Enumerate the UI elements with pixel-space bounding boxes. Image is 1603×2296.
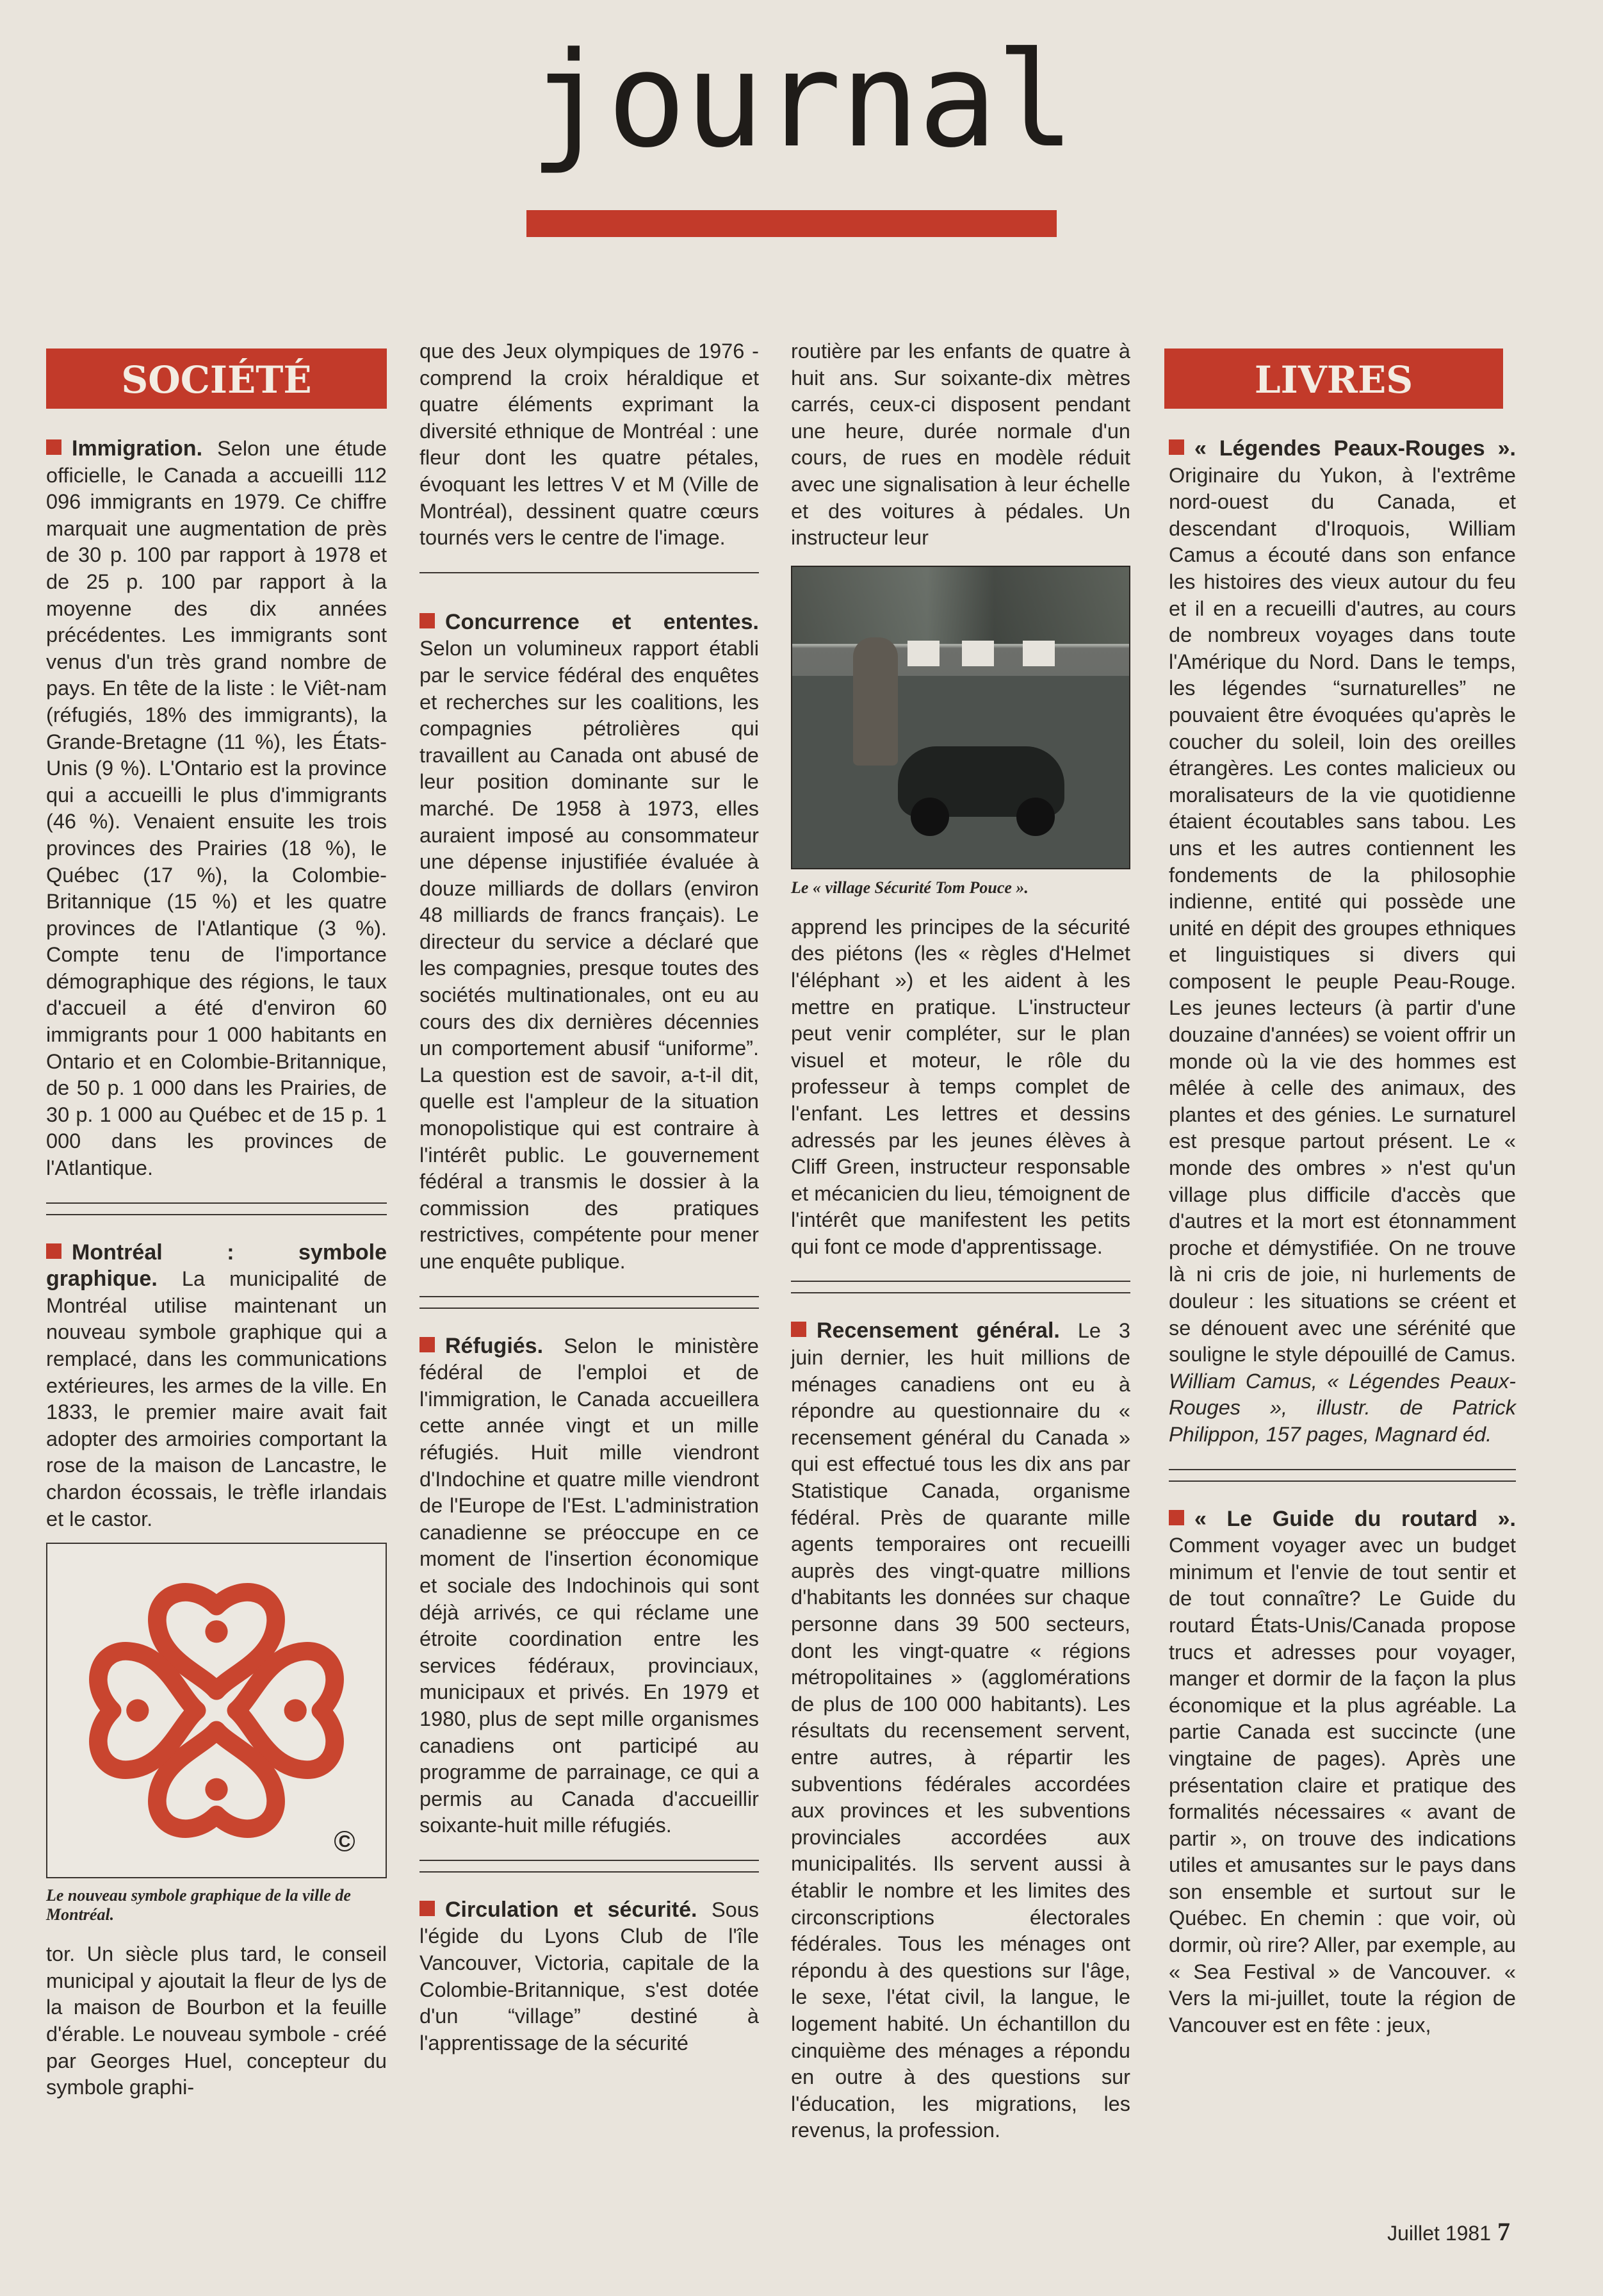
article-guide — [1169, 1506, 1516, 2039]
article-lead: « Le Guide du routard ». — [1194, 1506, 1516, 1531]
red-square-bullet-icon — [419, 1337, 435, 1352]
masthead-title: journal — [529, 24, 1074, 177]
red-square-bullet-icon — [419, 1901, 435, 1916]
article-body: Selon une étude officielle, le Canada a accueilli 112 096 immigrants en 1979. Ce chiffre marquait une augmentation de près de 30 p. 100 par rapport à 1978 et de 25 p. 100 par rapport à la moyenne des dix années précédentes. Les immigrants sont venus d'un très grand nombre de pays. En tête de la liste : le Viêt-nam (réfugiés, 18% des immigrants), la Grande-Bretagne (11 %), les États-Unis (9 %). L'Ontario est la province qui a accueilli le plus d'immigrants (46 %). Venaient ensuite les trois provinces des Prairies (18 %), le Québec (17 %), la Colombie-Britannique (15 %) et les quatre provinces de l'Atlantique (3 %). Compte tenu de l'importance démographique des régions, le taux d'accueil a été d'environ 60 immigrants pour 1 000 habitants en Ontario et en Colombie-Britannique, de 50 p. 1 000 dans les Prairies, de 30 p. 1 000 au Québec et de 15 p. 1 000 dans les provinces de l'Atlantique. — [46, 437, 387, 1180]
red-square-bullet-icon — [1169, 1510, 1184, 1525]
red-square-bullet-icon — [1169, 439, 1184, 455]
red-square-bullet-icon — [46, 1243, 61, 1259]
article-montreal — [46, 1240, 387, 1533]
column-1 — [46, 338, 387, 2101]
divider — [46, 1182, 387, 1240]
article-lead: « Légendes Peaux-Rouges ». — [1194, 436, 1516, 461]
photo-caption: Le « village Sécurité Tom Pouce ». — [791, 878, 1029, 897]
article-circulation — [419, 1897, 759, 2057]
copyright-icon: C — [334, 1831, 355, 1851]
column-2 — [419, 338, 759, 2056]
article-body-continued: tor. Un siècle plus tard, le conseil municipal y ajoutait la fleur de lys de la maison de Bourbon et la feuille d'érable. Le nouveau symbole - créé par Georges Huel, concepteur du symbole graphi- — [46, 1942, 387, 2099]
article-immigration — [46, 436, 387, 1182]
article-body-continued: apprend les principes de la sécurité des piétons (les « règles d'Helmet l'éléphant ») et les aident à les mettre en pratique. L'instructeur peut venir compléter, sur le plan visuel et moteur, le rôle du professeur à temps complet de l'enfant. Les lettres et dessins adressés par les jeunes élèves à Cliff Green, instructeur responsable et mécanicien du lieu, témoignent de l'intérêt que manifestent les petits qui font ce mode d'apprentissage. — [791, 915, 1130, 1258]
montreal-logo-figure — [46, 1543, 387, 1878]
page-footer — [1387, 2217, 1510, 2247]
article-body: Originaire du Yukon, à l'extrême nord-ouest du Canada, et descendant d'Iroquois, William Camus a écouté dans son enfance les histoires des vieux autour du feu et il en a recueilli d'autres, au cours de nombreux voyages dans toute l'Amérique du Nord. Dans le temps, les légendes “surnaturelles” ne pouvaient être évoquées qu'après le coucher du soleil, loin des oreilles étrangères. Les contes malicieux ou moralisateurs de la vie quotidienne étaient écoutables sans tabou. Les uns et les autres contiennent les fondements de la philosophie indienne, entité qui possède une unité en dépit des groupes ethniques et linguistiques si divers qui composent le peuple Peau-Rouge. Les jeunes lecteurs (à partir d'une douzaine d'années) se voient offrir un monde où la vie des hommes est mêlée à celle des animaux, des plantes et des génies. Le surnaturel est presque partout présent. Le « monde des ombres » n'est qu'un village plus difficile d'accès que d'autres et la mort est étonnamment proche et démystifiée. On ne trouve là ni cris de joie, ni hurlements de douleur : les situations se créent et se dénouent avec une sérénité que souligne le style dépouillé de Camus. — [1169, 463, 1516, 1366]
article-lead: Concurrence et ententes. — [445, 609, 759, 634]
article-lead: Recensement général. — [817, 1318, 1060, 1343]
article-refugies — [419, 1333, 759, 1839]
article-lead: Circulation et sécurité. — [445, 1897, 697, 1922]
divider — [1169, 1448, 1516, 1506]
red-square-bullet-icon — [791, 1322, 806, 1337]
article-body-continued: que des Jeux olympiques de 1976 - comprend la croix héraldique et quatre éléments exprimant la diversité ethnique de Montréal : une fleur dont les quatre pétales, évoquant les lettres V et M (Ville de Montréal), dessinent quatre cœurs tournés vers le centre de l'image. — [419, 340, 759, 550]
article-legendes — [1169, 436, 1516, 1448]
article-body-continued: routière par les enfants de quatre à huit ans. Sur soixante-dix mètres carrés, ceux-ci disposent pendant une heure, durée normale d'un cours, de rues en modèle réduit avec une signalisation à leur échelle et des voitures à pédales. Un instructeur leur — [791, 340, 1130, 550]
article-body: Sous l'égide du Lyons Club de l'île Vancouver, Victoria, capitale de la Colombie-Britannique, s'est dotée d'un “village” destiné à l'apprentissage de la sécurité — [419, 1898, 760, 2054]
divider — [791, 1260, 1130, 1318]
section-heading-societe: SOCIÉTÉ — [46, 348, 387, 409]
article-lead: Réfugiés. — [445, 1333, 544, 1358]
column-4 — [1169, 338, 1516, 2038]
divider — [419, 552, 759, 609]
article-body: Le 3 juin dernier, les huit millions de ménages canadiens ont eu à répondre au questionnaire du « recensement général du Canada » qui est effectué tous les dix ans par Statistique Canada, organisme fédéral. Près de quarante mille agents temporaires ont recueilli auprès des vingt-quatre millions d'habitants les données sur chaque personne dans 39 500 secteurs, dont les vingt-quatre « régions métropolitaines » (agglomérations de plus de 100 000 habitants). Les résultats du recensement servent, entre autres, à répartir les subventions fédérales accordées aux provinces et les subventions provinciales accordées aux municipalités. Ils servent aussi à établir le nombre et les limites des circonscriptions électorales fédérales. Tous les ménages ont répondu à des questions sur l'âge, le sexe, l'état civil, la langue, le logement habité. Un échantillon du cinquième des ménages a répondu en outre à des questions sur l'éducation, les migrations, les revenus, la profession. — [791, 1319, 1130, 2142]
article-concurrence — [419, 609, 759, 1275]
montreal-flower-logo-icon — [76, 1570, 357, 1851]
issue-date: Juillet 1981 — [1387, 2222, 1491, 2245]
article-body: Comment voyager avec un budget minimum et l'envie de tout sentir et de tout connaître? Le Guide du routard États-Unis/Canada propose trucs et adresses pour voyager, manger et dormir de la façon la plus économique et la plus agréable. La partie Canada est succincte (une vingtaine de pages). Après une présentation claire et pratique des formalités nécessaires « avant de partir », on trouve des indications utiles et amusantes sur le pays dans son ensemble et surtout sur le Québec. En chemin : que voir, où dormir, où rire? Aller, par exemple, au « Sea Festival » de Vancouver. « Vers la mi-juillet, toute la région de Vancouver est en fête : jeux, — [1169, 1534, 1516, 2037]
red-square-bullet-icon — [46, 439, 61, 455]
article-body: Selon un volumineux rapport établi par le service fédéral des enquêtes et recherches sur les coalitions, les compagnies pétrolières qui travaillent au Canada ont abusé de leur position dominante sur le marché. De 1958 à 1973, elles auraient imposé au consommateur une dépense injustifiée évaluée à douze milliards de dollars (environ 48 milliards de francs français). Le directeur du service a déclaré que les compagnies, presque toutes des sociétés multinationales, ont eu au cours des dix dernières décennies un comportement abusif “uniforme”. La question est de savoir, a-t-il dit, quelle est l'ampleur de la situation monopolistique qui est contraire à l'intérêt public. Le gouvernement fédéral a transmis le dossier à la commission des pratiques restrictives, compétente pour mener une enquête publique. — [419, 637, 759, 1273]
page-number: 7 — [1497, 2217, 1510, 2246]
article-recensement — [791, 1318, 1130, 2144]
divider — [419, 1275, 759, 1333]
divider — [419, 1839, 759, 1897]
photo-village-securite — [791, 566, 1130, 869]
article-lead: Montréal : symbole graphique. — [46, 1240, 387, 1292]
article-body: Selon le ministère fédéral de l'emploi et de l'immigration, le Canada accueillera cette année vingt et un mille réfugiés. Huit mille viendront d'Indochine et quatre mille viendront de l'Europe de l'Est. L'administration canadienne se préoccupe en ce moment de l'insertion économique et sociale des Indochinois qui sont déjà arrivés, ce qui réclame une étroite coordination entre les services fédéraux, provinciaux, municipaux et privés. En 1979 et 1980, plus de sept mille organismes canadiens ont participé au programme de parrainage, ce qui a permis au Canada d'accueillir soixante-huit mille réfugiés. — [419, 1334, 759, 1837]
section-heading-livres: LIVRES — [1164, 348, 1503, 409]
column-3 — [791, 338, 1130, 2144]
article-body: La municipalité de Montréal utilise maintenant un nouveau symbole graphique qui a remplacé, dans les communications extérieures, les armes de la ville. En 1833, le premier maire avait fait adopter des armoiries comportant la rose de la maison de Lancastre, le chardon écossais, le trèfle irlandais et le castor. — [46, 1267, 387, 1530]
red-square-bullet-icon — [419, 613, 435, 628]
article-lead: Immigration. — [72, 436, 203, 461]
logo-caption: Le nouveau symbole graphique de la ville de Montréal. — [46, 1886, 351, 1924]
masthead-bar — [526, 210, 1057, 237]
book-reference: William Camus, « Légendes Peaux-Rouges », illustr. de Patrick Philippon, 157 pages, Magnard éd. — [1169, 1369, 1516, 1446]
